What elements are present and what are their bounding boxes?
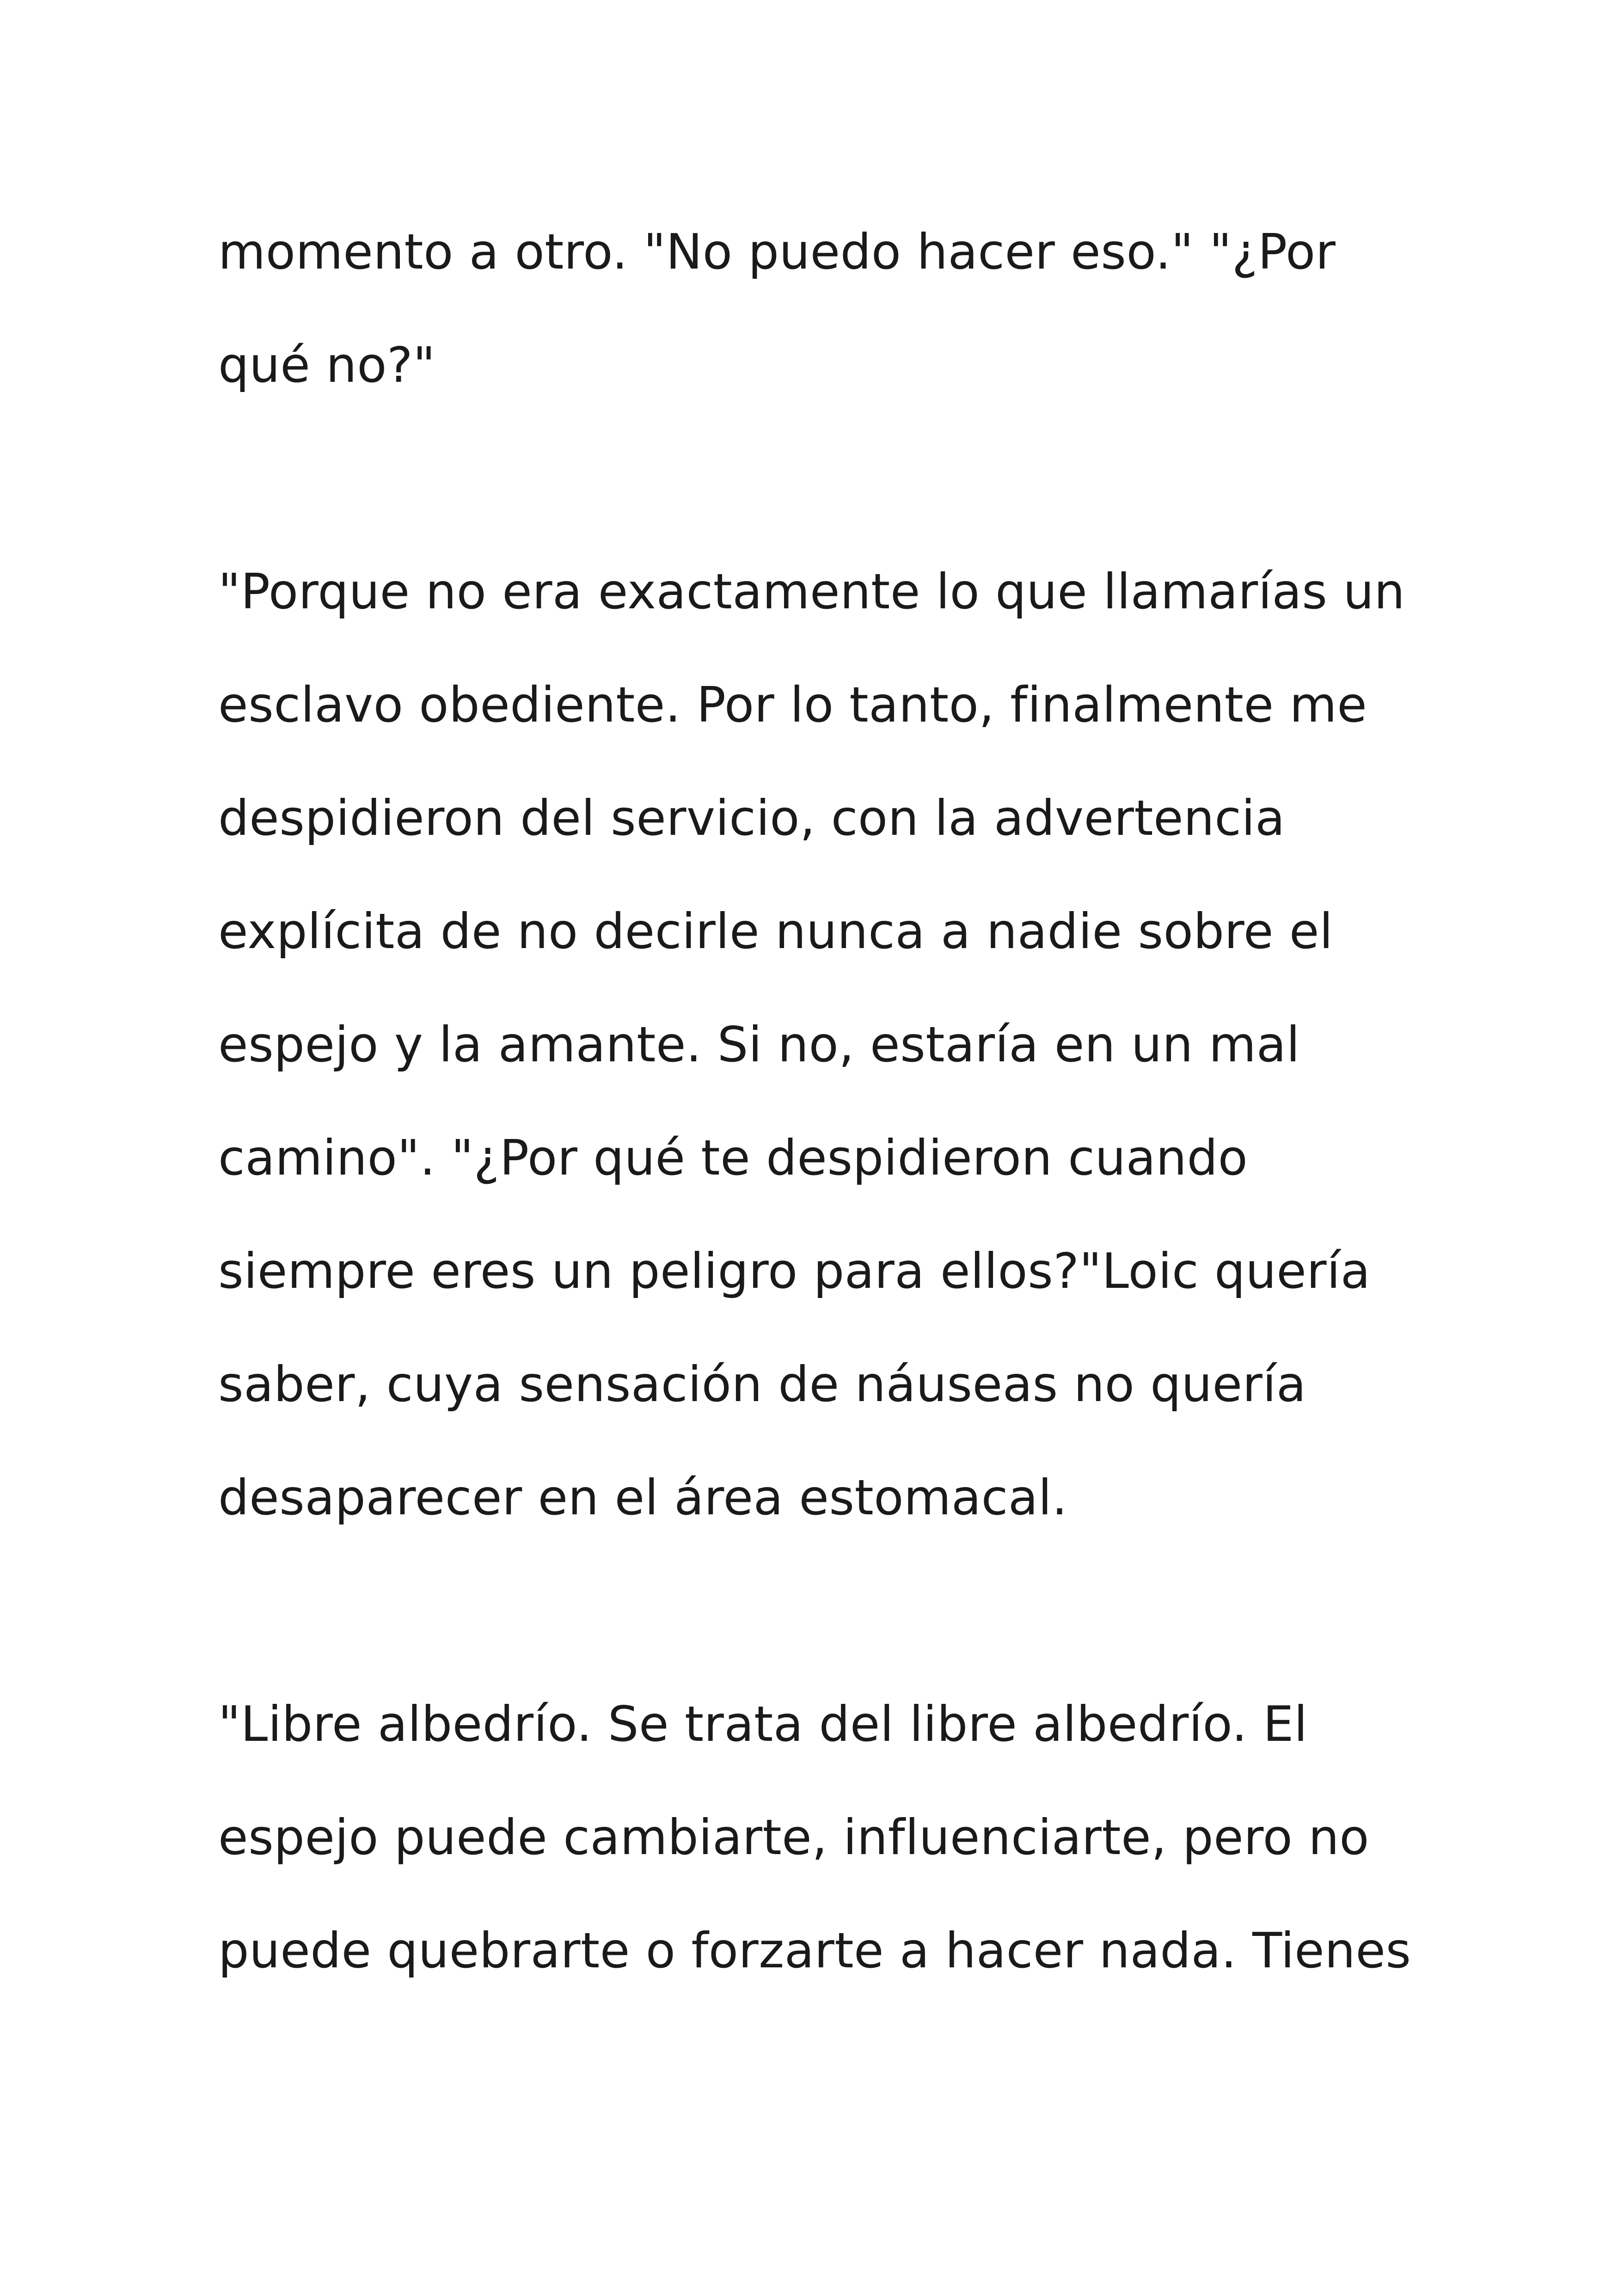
text-line: despidieron del servicio, con la advertencia [218, 790, 1285, 846]
text-line: explícita de no decirle nunca a nadie sobre el [218, 903, 1333, 960]
text-line: saber, cuya sensación de náuseas no quería [218, 1356, 1306, 1413]
text-line: espejo puede cambiarte, influenciarte, pero no [218, 1809, 1369, 1866]
text-line: "Porque no era exactamente lo que llamarías un [218, 563, 1405, 620]
text-line: siempre eres un peligro para ellos?"Loic quería [218, 1243, 1371, 1299]
text-line: desaparecer en el área estomacal. [218, 1469, 1068, 1526]
text-line: espejo y la amante. Si no, estaría en un mal [218, 1016, 1300, 1073]
text-line: "Libre albedrío. Se trata del libre albedrío. El [218, 1696, 1308, 1752]
text-line: puede quebrarte o forzarte a hacer nada. Tienes [218, 1923, 1411, 1979]
text-line: esclavo obediente. Por lo tanto, finalmente me [218, 677, 1367, 733]
text-line: momento a otro. "No puedo hacer eso." "¿Por [218, 224, 1336, 280]
text-line: qué no?" [218, 337, 435, 393]
text-line: camino". "¿Por qué te despidieron cuando [218, 1130, 1248, 1186]
